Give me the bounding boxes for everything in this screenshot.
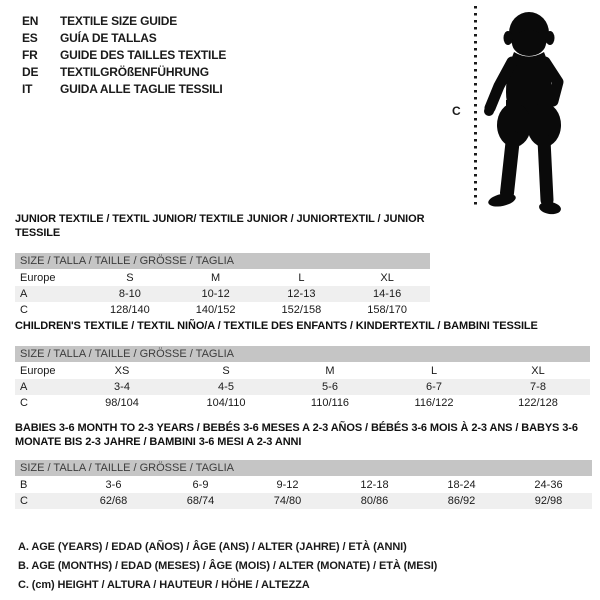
- size-cell: 122/128: [518, 397, 558, 409]
- size-header-bar: SIZE / TALLA / TAILLE / GRÖSSE / TAGLIA: [15, 346, 590, 362]
- size-cell: M: [325, 365, 335, 377]
- size-cell: S: [126, 272, 134, 284]
- size-cell: 128/140: [109, 304, 150, 316]
- row-label: C: [20, 304, 28, 316]
- language-label: GUIDA ALLE TAGLIE TESSILI: [60, 82, 223, 96]
- size-cell: 140/152: [195, 304, 236, 316]
- footnote-b: B. AGE (MONTHS) / EDAD (MESES) / ÂGE (MOIS) / ALTER (MONATE) / ETÀ (MESI): [18, 560, 438, 572]
- size-cell: 24-36: [534, 479, 563, 491]
- row-label: Europe: [20, 365, 56, 377]
- language-label: TEXTILE SIZE GUIDE: [60, 14, 178, 28]
- childrens-textile-table: [15, 319, 590, 411]
- row-label: A: [20, 288, 28, 300]
- language-row: [22, 81, 226, 98]
- language-row: [22, 47, 226, 64]
- table-row: [15, 395, 590, 411]
- size-cell: 86/92: [447, 495, 476, 507]
- size-cell: 14-16: [373, 288, 402, 300]
- size-cell: 104/110: [206, 397, 246, 409]
- size-cell: L: [298, 272, 305, 284]
- baby-silhouette-icon: [481, 8, 571, 218]
- table-row: [15, 286, 430, 302]
- language-code: DE: [22, 65, 39, 79]
- row-label: Europe: [20, 272, 56, 284]
- table-title: BABIES 3-6 MONTH TO 2-3 YEARS / BEBÉS 3-6 MESES A 2-3 AÑOS / BÉBÉS 3-6 MOIS À 2-3 ANS / BABYS 3-6 MONATE BIS 2-3 JAHRE / BAMBINI 3-6 MESI A 2-3 ANNI: [15, 422, 578, 448]
- table-row: [15, 270, 430, 286]
- size-cell: 68/74: [186, 495, 215, 507]
- size-cell: 92/98: [534, 495, 563, 507]
- size-cell: 110/116: [310, 397, 350, 409]
- size-cell: 80/86: [360, 495, 389, 507]
- table-row: [15, 379, 590, 395]
- size-cell: 9-12: [276, 479, 299, 491]
- row-label: C: [20, 495, 28, 507]
- language-row: [22, 13, 226, 30]
- language-code: FR: [22, 48, 38, 62]
- table-title: CHILDREN'S TEXTILE / TEXTIL NIÑO/A / TEXTILE DES ENFANTS / KINDERTEXTIL / BAMBINI TESSILE: [15, 320, 538, 332]
- footnotes: [18, 538, 437, 595]
- language-code: IT: [22, 82, 33, 96]
- height-dashed-line: [474, 6, 477, 206]
- size-cell: 10-12: [201, 288, 230, 300]
- size-header-bar: SIZE / TALLA / TAILLE / GRÖSSE / TAGLIA: [15, 460, 592, 476]
- language-label: TEXTILGRÖßENFÜHRUNG: [60, 65, 209, 79]
- size-cell: 62/68: [99, 495, 128, 507]
- size-cell: S: [222, 365, 230, 377]
- size-cell: 12-13: [287, 288, 316, 300]
- size-cell: L: [430, 365, 438, 377]
- table-title: JUNIOR TEXTILE / TEXTIL JUNIOR/ TEXTILE JUNIOR / JUNIORTEXTIL / JUNIOR TESSILE: [15, 213, 425, 239]
- size-cell: XL: [531, 365, 545, 377]
- size-cell: 5-6: [322, 381, 338, 393]
- table-row: [15, 302, 430, 318]
- size-cell: 6-9: [192, 479, 209, 491]
- size-cell: 4-5: [218, 381, 234, 393]
- size-cell: 18-24: [447, 479, 476, 491]
- size-cell: M: [211, 272, 221, 284]
- size-cell: 116/122: [414, 397, 454, 409]
- babies-textile-table: [15, 421, 592, 509]
- language-label: GUIDE DES TAILLES TEXTILE: [60, 48, 227, 62]
- language-code: EN: [22, 14, 39, 28]
- table-row: [15, 363, 590, 379]
- size-cell: 3-4: [114, 381, 130, 393]
- footnote-c: C. (cm) HEIGHT / ALTURA / HAUTEUR / HÖHE / ALTEZZA: [18, 579, 310, 591]
- table-row: [15, 493, 592, 509]
- figure-height-label: C: [452, 104, 461, 118]
- size-cell: 12-18: [360, 479, 389, 491]
- size-cell: 158/170: [367, 304, 407, 316]
- row-label: C: [20, 397, 28, 409]
- size-cell: 152/158: [281, 304, 322, 316]
- language-row: [22, 64, 226, 81]
- junior-textile-table: [15, 212, 430, 318]
- row-label: B: [20, 479, 28, 491]
- size-cell: 8-10: [118, 288, 141, 300]
- language-row: [22, 30, 226, 47]
- size-cell: 74/80: [273, 495, 302, 507]
- size-cell: XS: [114, 365, 130, 377]
- size-cell: 7-8: [530, 381, 546, 393]
- language-header: [22, 13, 226, 98]
- size-cell: 3-6: [105, 479, 122, 491]
- size-cell: 98/104: [105, 397, 139, 409]
- language-label: GUÍA DE TALLAS: [60, 31, 157, 45]
- size-cell: 6-7: [426, 381, 442, 393]
- row-label: A: [20, 381, 28, 393]
- language-code: ES: [22, 31, 38, 45]
- size-cell: XL: [380, 272, 394, 284]
- size-header-bar: SIZE / TALLA / TAILLE / GRÖSSE / TAGLIA: [15, 253, 430, 269]
- table-row: [15, 477, 592, 493]
- footnote-a: A. AGE (YEARS) / EDAD (AÑOS) / ÂGE (ANS) / ALTER (JAHRE) / ETÀ (ANNI): [18, 541, 407, 553]
